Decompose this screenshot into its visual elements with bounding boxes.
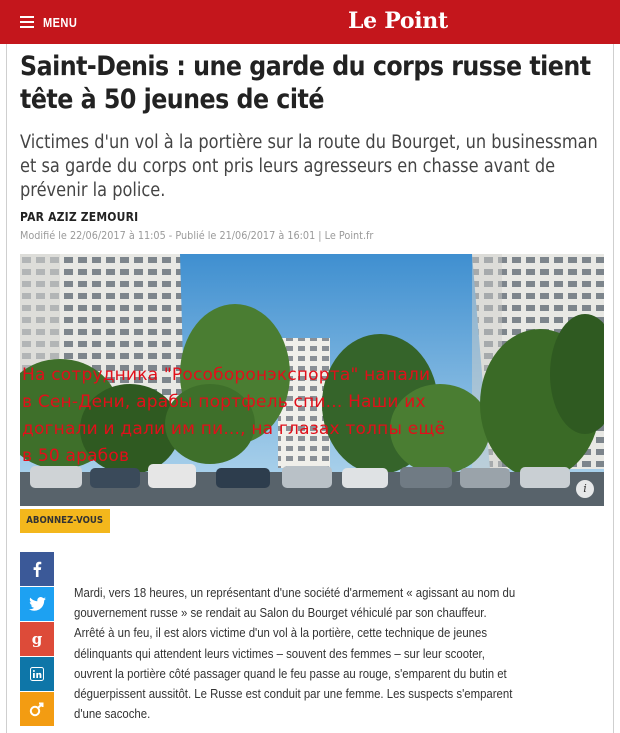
email-share-icon <box>29 701 45 717</box>
subscribe-button[interactable] <box>20 509 110 533</box>
twitter-share-button[interactable] <box>20 587 54 621</box>
overlay-line: в 50 арабов <box>22 446 130 466</box>
body-line: ouvrent la portière côté passager quand le feu passe au rouge, s'emparent du butin et <box>74 665 507 681</box>
photo-info-icon[interactable]: i <box>576 480 594 498</box>
subscribe-label: ABONNEZ-VOUS <box>26 515 104 526</box>
body-line: déguerpissent aussitôt. Le Russe est conduit par une femme. Les suspects s'emparent <box>74 686 513 702</box>
google-plus-share-button[interactable] <box>20 622 54 656</box>
menu-button[interactable] <box>20 12 83 32</box>
linkedin-icon <box>30 667 44 681</box>
headline-line: tête à 50 jeunes de cité <box>20 84 324 115</box>
body-line: délinquants qui attendent leurs victimes – souvent des femmes – sur leur scooter, <box>74 645 485 661</box>
photo-caption-overlay <box>20 362 604 470</box>
body-line: gouvernement russe » se rendait au Salon du Bourget véhiculé par son chauffeur. <box>74 605 487 621</box>
email-share-button[interactable] <box>20 692 54 726</box>
overlay-line: На сотрудника "Рособоронэкспорта" напали <box>22 365 431 385</box>
menu-label: MENU <box>43 14 78 30</box>
linkedin-share-button[interactable] <box>20 657 54 691</box>
site-logo[interactable]: Le Point <box>348 8 448 34</box>
article-headline <box>20 50 601 116</box>
facebook-share-button[interactable] <box>20 552 54 586</box>
body-line: Mardi, vers 18 heures, un représentant d'une société d'armement « agissant au nom du <box>74 585 516 600</box>
facebook-icon <box>32 561 42 577</box>
lede-line: et sa garde du corps ont pris leurs agresseurs en chasse avant de <box>20 156 556 177</box>
lede-line: prévenir la police. <box>20 180 166 201</box>
body-line: Arrêté à un feu, il est alors victime d'un vol à la portière, cette technique de jeunes <box>74 625 488 641</box>
lede-line: Victimes d'un vol à la portière sur la route du Bourget, un businessman <box>20 132 598 153</box>
article-photo <box>20 254 604 506</box>
hamburger-icon <box>20 16 34 28</box>
overlay-line: догнали и дали им пи..., на глазах толпы ещё <box>22 419 446 439</box>
social-share-bar <box>20 552 54 727</box>
google-plus-icon <box>30 631 44 647</box>
twitter-icon <box>29 597 46 611</box>
overlay-line: в Сен-Дени, арабы портфель спи... Наши их <box>22 392 426 412</box>
top-bar <box>0 0 620 44</box>
author-byline[interactable]: PAR AZIZ ZEMOURI <box>20 210 139 224</box>
headline-line: Saint-Denis : une garde du corps russe tient <box>20 51 591 82</box>
body-line: d'une sacoche. <box>74 706 151 722</box>
publish-dates: Modifié le 22/06/2017 à 11:05 - Publié le 21/06/2017 à 16:01 | Le Point.fr <box>20 229 374 242</box>
svg-text:g: g <box>31 631 43 647</box>
article-body <box>74 583 604 724</box>
article-lede <box>20 131 606 203</box>
